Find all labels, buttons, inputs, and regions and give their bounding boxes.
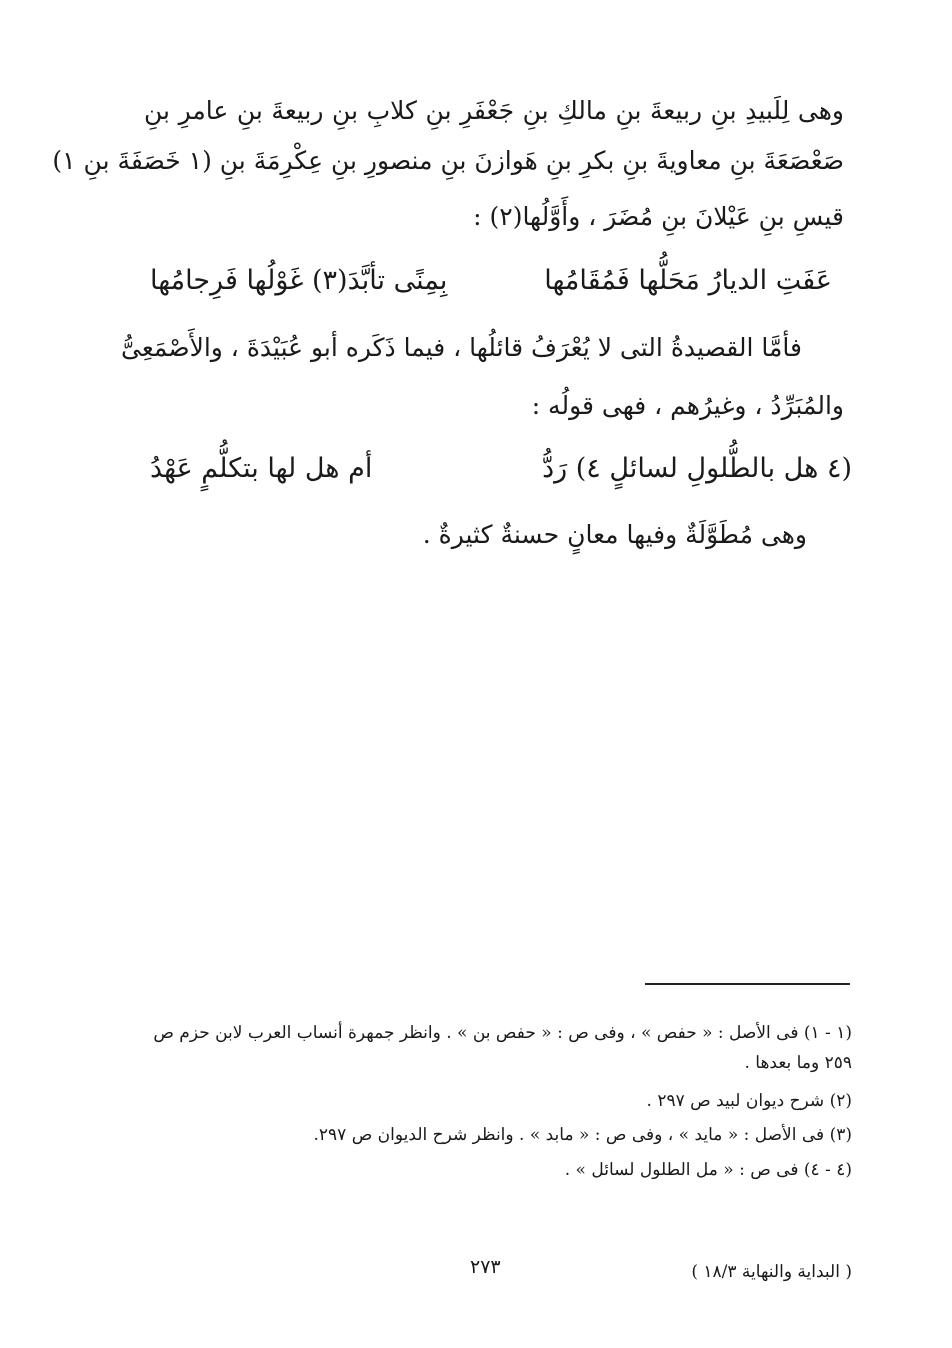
footnote-4: (٤ - ٤) فى ص : « مل الطلول لسائل » . [564,1160,852,1180]
verse-2-second-hemistich: أم هل لها بتكلُّمٍ عَهْدُ [150,453,373,484]
paragraph-1-line-1: وهى لِلَبيدِ بنِ ربيعةَ بنِ مالكِ بنِ جَعْفَرِ بنِ كلابِ بنِ ربيعةَ بنِ عامرِ بنِ [144,96,844,125]
footnote-3: (٣) فى الأصل : « مايد » ، وفى ص : « مابد » . وانظر شرح الديوان ص ٢٩٧. [313,1125,852,1145]
paragraph-1-line-2: صَعْصَعَةَ بنِ معاويةَ بنِ بكرِ بنِ هَوازنَ بنِ منصورِ بنِ عِكْرِمَةَ بنِ (١ خَصَفَةَ بنِ ١) [52,146,844,175]
verse-1-first-hemistich: عَفَتِ الديارُ مَحَلُّها فَمُقَامُها [544,265,832,296]
footnote-1-line-1: (١ - ١) فى الأصل : « حفص » ، وفى ص : « حفص بن » . وانظر جمهرة أنساب العرب لابن حزم ص [153,1023,852,1043]
verse-2-first-hemistich: (٤ هل بالطُّلولِ لسائلٍ ٤) رَدُّ [542,453,852,484]
paragraph-3-line-1: وهى مُطَوَّلَةٌ وفيها معانٍ حسنةٌ كثيرةٌ . [422,520,807,549]
paragraph-1-line-3: قيسِ بنِ عَيْلانَ بنِ مُضَرَ ، وأَوَّلُها(٢) : [473,202,844,231]
footnote-separator [645,983,850,985]
running-title: ( البداية والنهاية ١٨/٣ ) [691,1262,852,1282]
footnote-1-line-2: ٢٥٩ وما بعدها . [744,1053,852,1073]
verse-1-second-hemistich: بِمِنًى تأبَّدَ(٣) غَوْلُها فَرِجامُها [150,265,448,296]
footnote-2: (٢) شرح ديوان لبيد ص ٢٩٧ . [646,1091,852,1111]
paragraph-2-line-1: فأمَّا القصيدةُ التى لا يُعْرَفُ قائلُها ، فيما ذَكَره أبو عُبَيْدَةَ ، والأَصْمَعِىُّ [121,333,802,362]
paragraph-2-line-2: والمُبَرِّدُ ، وغيرُهم ، فهى قولُه : [531,391,844,420]
page-number: ٢٧٣ [470,1256,501,1278]
